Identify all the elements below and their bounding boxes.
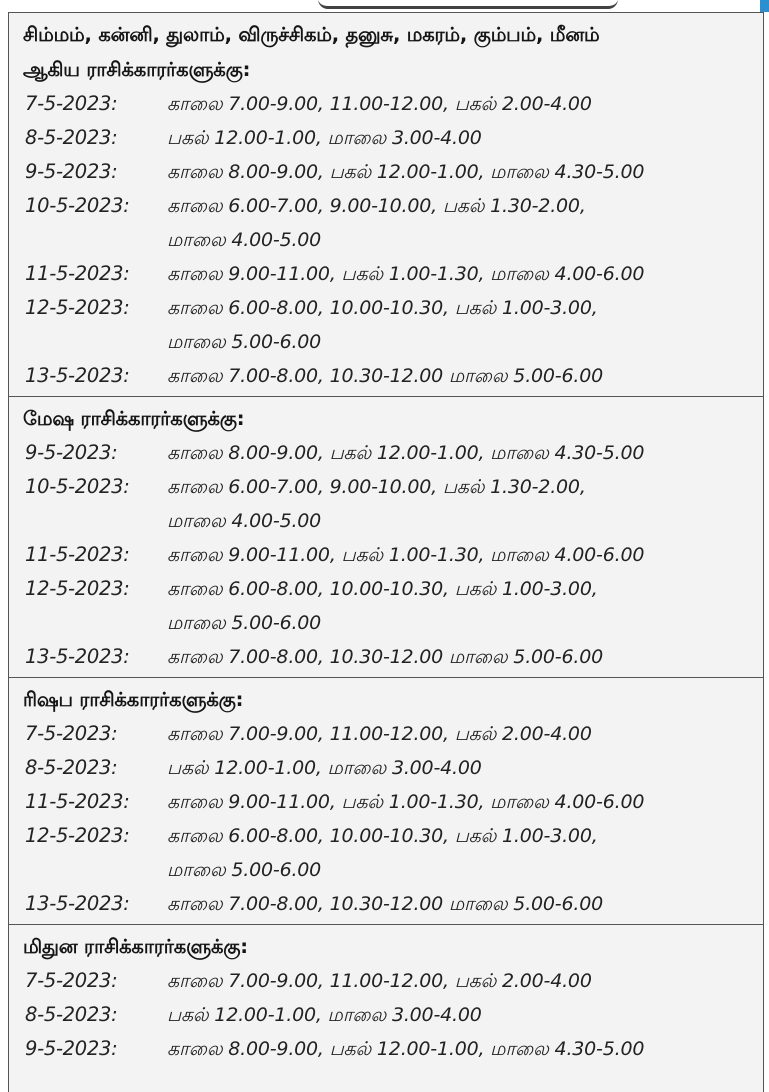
timing-row [9,998,763,1032]
time-line: காலை 6.00-7.00, 9.00-10.00, பகல் 1.30-2.00, [167,476,586,498]
timing-row [9,359,763,393]
row-date: 11-5-2023: [25,790,130,813]
row-times [167,640,763,674]
time-line: காலை 7.00-8.00, 10.30-12.00 மாலை 5.00-6.00 [167,365,603,387]
time-line: காலை 9.00-11.00, பகல் 1.00-1.30, மாலை 4.00-6.00 [167,263,645,285]
time-line: காலை 9.00-11.00, பகல் 1.00-1.30, மாலை 4.00-6.00 [167,544,645,566]
row-date: 8-5-2023: [25,126,118,149]
time-line: பகல் 12.00-1.00, மாலை 3.00-4.00 [167,127,482,149]
time-line: காலை 7.00-9.00, 11.00-12.00, பகல் 2.00-4.00 [167,723,592,745]
time-line: காலை 7.00-9.00, 11.00-12.00, பகல் 2.00-4.00 [167,970,592,992]
timing-row [9,640,763,674]
timing-row [9,257,763,291]
time-line: காலை 8.00-9.00, பகல் 12.00-1.00, மாலை 4.30-5.00 [167,161,645,183]
row-date: 13-5-2023: [25,892,130,915]
timing-row [9,436,763,470]
row-date: 10-5-2023: [25,475,130,498]
timing-row [9,1032,763,1066]
row-date: 10-5-2023: [25,194,130,217]
time-line: காலை 6.00-8.00, 10.00-10.30, பகல் 1.00-3.00, [167,578,598,600]
row-times [167,436,763,470]
time-line: மாலை 4.00-5.00 [167,510,322,532]
time-line: காலை 6.00-8.00, 10.00-10.30, பகல் 1.00-3.00, [167,297,598,319]
row-date: 11-5-2023: [25,543,130,566]
row-date: 11-5-2023: [25,262,130,285]
row-times [167,751,763,785]
row-date: 12-5-2023: [25,824,130,847]
row-date: 13-5-2023: [25,364,130,387]
timing-row [9,751,763,785]
clipped-heading-fragment [318,0,618,9]
time-line: பகல் 12.00-1.00, மாலை 3.00-4.00 [167,1004,482,1026]
section-heading: மிதுன ராசிக்காரர்களுக்கு: [23,935,248,958]
row-times [167,155,763,189]
time-line: மாலை 5.00-6.00 [167,859,322,881]
timing-row [9,291,763,359]
row-date: 12-5-2023: [25,577,130,600]
row-date: 9-5-2023: [25,160,118,183]
row-times [167,785,763,819]
row-times [167,819,763,887]
timing-row [9,964,763,998]
row-times [167,887,763,921]
section-heading: ரிஷப ராசிக்காரர்களுக்கு: [23,688,244,711]
row-times [167,717,763,751]
row-date: 12-5-2023: [25,296,130,319]
timing-row [9,887,763,921]
time-line: காலை 7.00-8.00, 10.30-12.00 மாலை 5.00-6.00 [167,893,603,915]
timing-row [9,538,763,572]
time-line: மாலை 4.00-5.00 [167,229,322,251]
time-line: காலை 8.00-9.00, பகல் 12.00-1.00, மாலை 4.30-5.00 [167,1038,645,1060]
timing-row [9,87,763,121]
rasi-section [9,924,763,1069]
row-times [167,572,763,640]
time-line: காலை 7.00-9.00, 11.00-12.00, பகல் 2.00-4.00 [167,93,592,115]
timing-row [9,121,763,155]
timing-row [9,785,763,819]
row-times [167,121,763,155]
rasi-section [9,677,763,924]
row-date: 7-5-2023: [25,969,118,992]
top-clipped-header [0,0,769,12]
row-times [167,538,763,572]
blue-accent-bar [760,0,769,12]
time-line: காலை 7.00-8.00, 10.30-12.00 மாலை 5.00-6.00 [167,646,603,668]
row-times [167,359,763,393]
time-line: காலை 6.00-7.00, 9.00-10.00, பகல் 1.30-2.00, [167,195,586,217]
timing-row [9,155,763,189]
row-date: 13-5-2023: [25,645,130,668]
row-times [167,998,763,1032]
row-times [167,291,763,359]
rasi-section [9,396,763,677]
time-line: பகல் 12.00-1.00, மாலை 3.00-4.00 [167,757,482,779]
time-line: மாலை 5.00-6.00 [167,331,322,353]
row-times [167,470,763,538]
timing-row [9,819,763,887]
row-times [167,87,763,121]
section-heading: ஆகிய ராசிக்காரர்களுக்கு: [23,58,251,81]
section-heading: சிம்மம், கன்னி, துலாம், விருச்சிகம், தனுசு, மகரம், கும்பம், மீனம் [23,23,600,46]
row-date: 8-5-2023: [25,756,118,779]
row-date: 9-5-2023: [25,1037,118,1060]
row-times [167,189,763,257]
time-line: காலை 9.00-11.00, பகல் 1.00-1.30, மாலை 4.00-6.00 [167,791,645,813]
row-date: 8-5-2023: [25,1003,118,1026]
row-date: 9-5-2023: [25,441,118,464]
timing-table [8,12,764,1092]
row-times [167,257,763,291]
row-times [167,964,763,998]
time-line: மாலை 5.00-6.00 [167,612,322,634]
time-line: காலை 8.00-9.00, பகல் 12.00-1.00, மாலை 4.30-5.00 [167,442,645,464]
time-line: காலை 6.00-8.00, 10.00-10.30, பகல் 1.00-3.00, [167,825,598,847]
row-date: 7-5-2023: [25,722,118,745]
timing-row [9,717,763,751]
timing-row [9,572,763,640]
timing-row [9,189,763,257]
rasi-section [9,12,763,396]
timing-row [9,470,763,538]
row-date: 7-5-2023: [25,92,118,115]
section-heading: மேஷ ராசிக்காரர்களுக்கு: [23,407,245,430]
row-times [167,1032,763,1066]
